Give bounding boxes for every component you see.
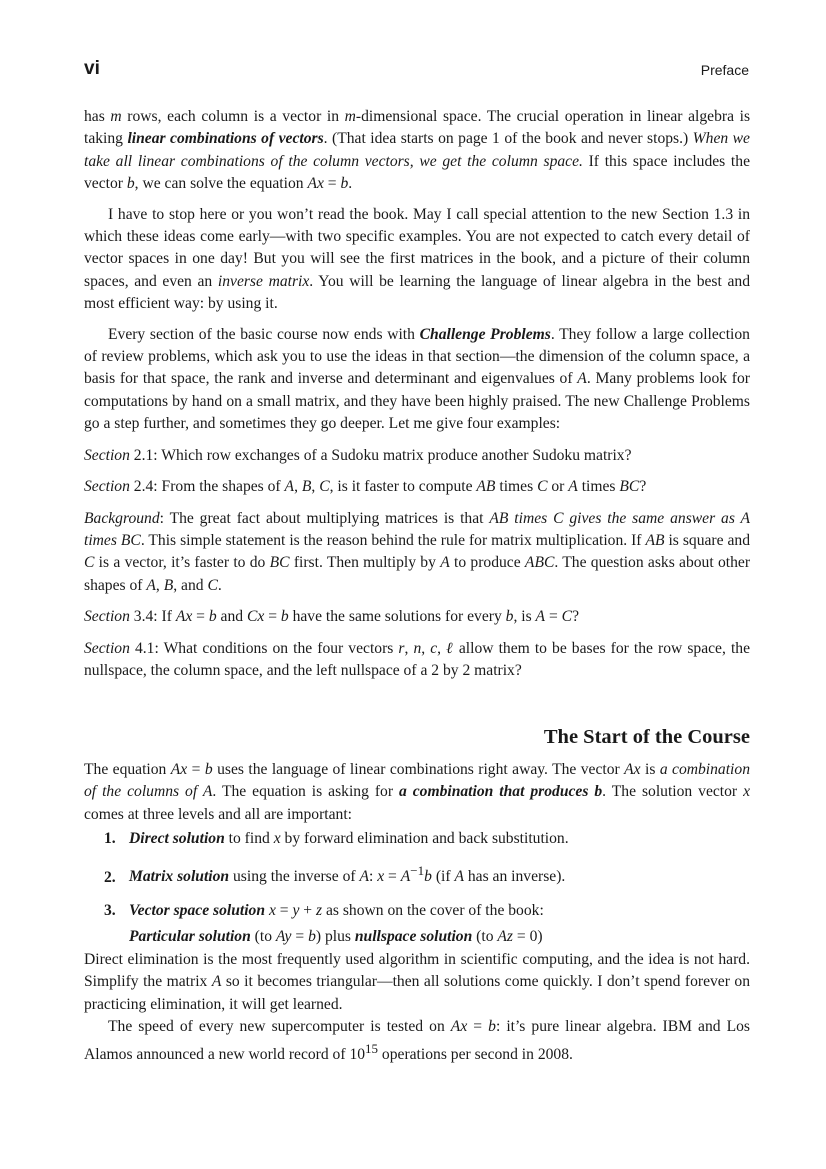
background-note: Background: The great fact about multiplying matrices is that AB times C gives the same answer as A times BC. This simple statement is the reason behind the rule for matrix multiplication. If AB is square and C is a vector, it’s faster to do BC first. Then multiply by A to produce ABC. The question asks about other shapes of A, B, and C.: [84, 509, 751, 594]
example-section-4-1: Section 4.1: What conditions on the four vectors r, n, c, ℓ allow them to be bases for the row space, the nullspace, the column space, and the left nullspace of a 2 by 2 matrix?: [84, 639, 750, 679]
example-section-2-1: Section 2.1: Which row exchanges of a Sudoku matrix produce another Sudoku matrix?: [84, 446, 632, 464]
list-item: 3. Vector space solution x = y + z as shown on the cover of the book:: [104, 901, 544, 919]
paragraph: Every section of the basic course now ends with Challenge Problems. They follow a large collection of review problems, which ask you to use the ideas in that section—the dimension of the column space, a basis for that space, the rank and inverse and determinant and eigenvalues of A. Many problems look for computations by hand on a small matrix, and they have been highly praised. The new Challenge Problems go a step further, and sometimes they go deeper. Let me give four examples:: [84, 325, 750, 433]
list-item: 2. Matrix solution using the inverse of A: $x = A^{-1}b$ (if A has an inverse).: [104, 863, 566, 886]
paragraph: The equation Ax = b uses the language of linear combinations right away. The vector Ax is a combination of the columns of A. The equation is asking for a combination that produces b. The solution vector x comes at three levels and all are important:: [84, 760, 751, 823]
list-sub-line: Particular solution (to Ay = b) plus nullspace solution (to Az = 0): [129, 928, 543, 946]
page-body: [84, 106, 750, 1067]
paragraph: has m rows, each column is a vector in m-dimensional space. The crucial operation in linear algebra is taking linear combinations of vectors. (That idea starts on page 1 of the book and never stops.) When we take all linear combinations of the column vectors, we get the column space. If this space includes the vector b, we can solve the equation Ax = b.: [84, 108, 751, 193]
solution-levels-list: [84, 828, 750, 922]
paragraph: Direct elimination is the most frequently used algorithm in scientific computing, and the idea is not hard. Simplify the matrix A so it becomes triangular—then all solutions come quickly. I don’t spend forever on practicing elimination, it will get learned.: [84, 950, 750, 1013]
running-head: Preface: [700, 62, 749, 78]
page-number: vi: [84, 58, 100, 79]
list-item: 1. Direct solution to find x by forward elimination and back substitution.: [104, 829, 569, 847]
paragraph: I have to stop here or you won’t read the book. May I call special attention to the new Section 1.3 in which these ideas come early—with two specific examples. You are not expected to catch every detail of vector spaces in one day! But you will see the first matrices in the book, and a picture of their column spaces, and even an inverse matrix. You will be learning the language of linear algebra in the best and most efficient way: by using it.: [84, 205, 750, 313]
section-heading: The Start of the Course: [543, 726, 750, 749]
example-section-3-4: Section 3.4: If Ax = b and Cx = b have the same solutions for every b, is A = C?: [84, 608, 579, 626]
paragraph: The speed of every new supercomputer is tested on Ax = b: it’s pure linear algebra. IBM and Los Alamos announced a new world record of $10^{15}$ operations per second in 2008.: [84, 1018, 751, 1064]
example-section-2-4: Section 2.4: From the shapes of A, B, C, is it faster to compute AB times C or A times BC?: [84, 478, 647, 496]
